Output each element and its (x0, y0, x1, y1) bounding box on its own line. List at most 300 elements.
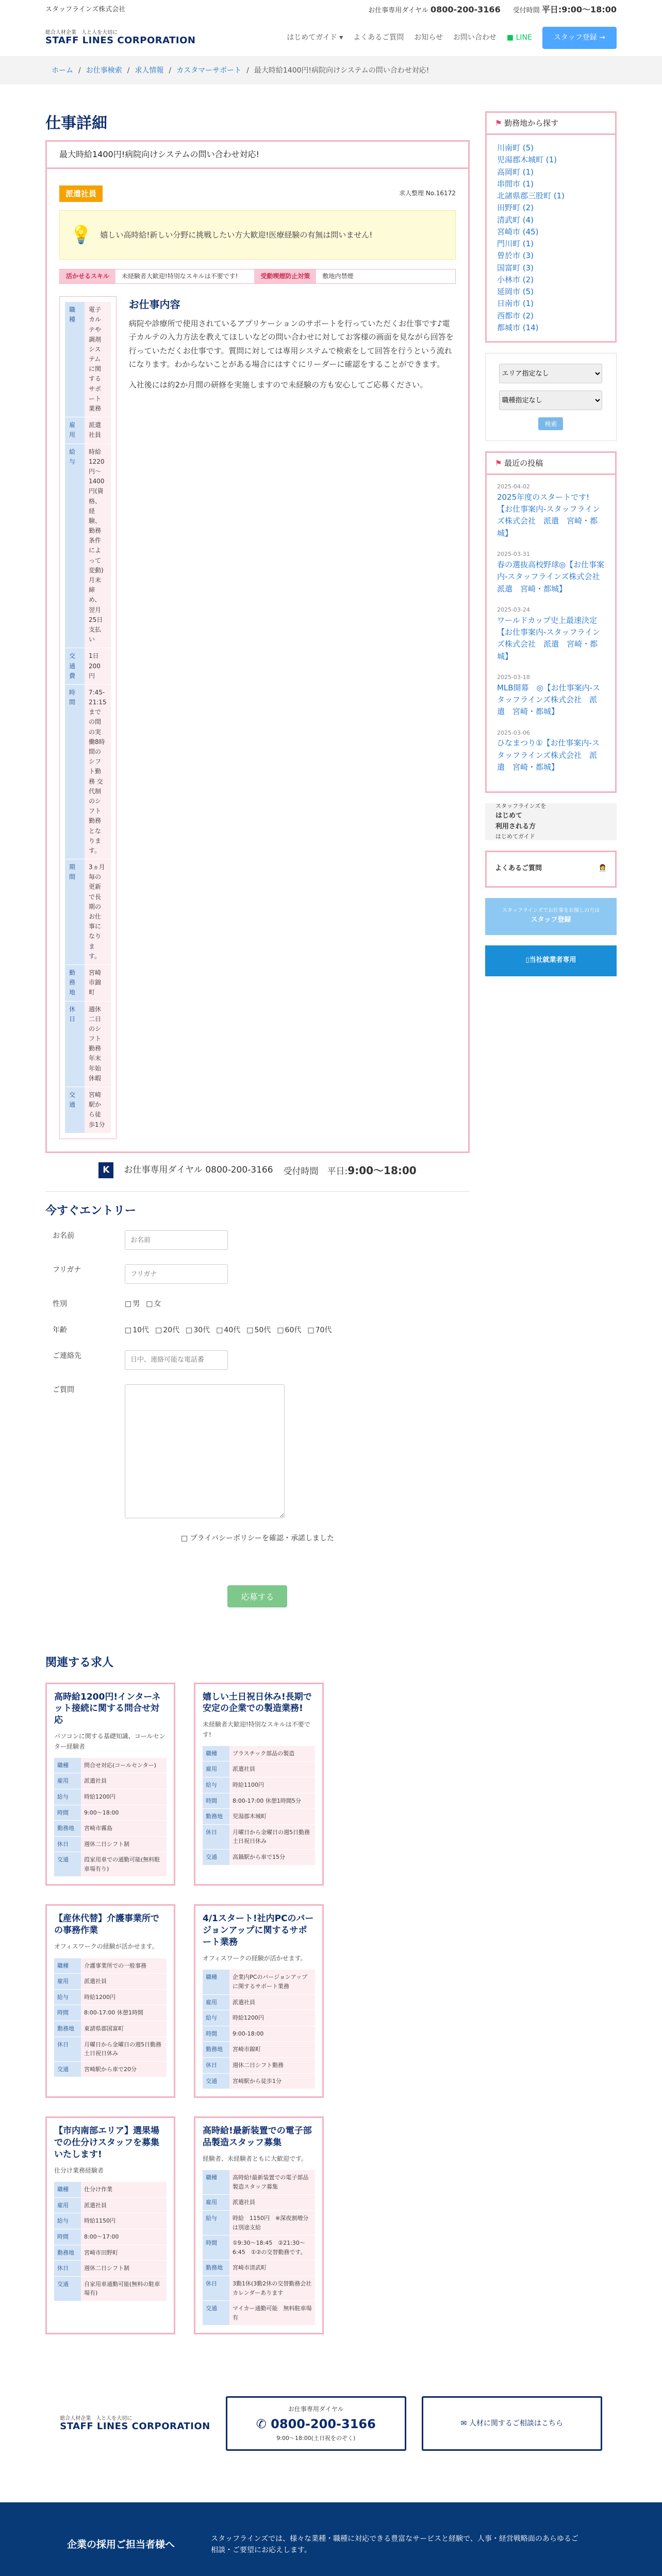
corp-section (0, 2502, 662, 2576)
measure-label: 受動喫煙防止対策 (254, 269, 316, 283)
related-job-card[interactable] (194, 1904, 324, 2098)
dial-bar (45, 1162, 470, 1179)
spec-row (65, 684, 111, 859)
post-item (497, 605, 605, 663)
spec-key: 休日 (54, 2261, 81, 2277)
spec-row (54, 1974, 167, 1990)
spec-row (203, 1793, 315, 1809)
logo-tagline: 総合人材企業 人と人を大切に (45, 30, 118, 36)
spec-value: 派遣社員 (81, 1773, 167, 1789)
phone-icon: ✆ (256, 2417, 271, 2431)
kana-input[interactable] (125, 1264, 228, 1284)
spec-key: 給与 (203, 2211, 229, 2235)
spec-value: 仕分け作業 (81, 2182, 167, 2197)
spec-row (203, 2058, 315, 2074)
spec-key: 雇用 (203, 1994, 229, 2010)
spec-row (54, 1805, 167, 1821)
notice-text: 嬉しい高時給!新しい分野に挑戦したい方大歓迎!医療経験の有無は問いません! (100, 230, 373, 240)
spec-row (203, 1849, 315, 1865)
spec-key: 給与 (65, 444, 85, 648)
spec-value: 週休二日のシフト勤務 年末年始休暇 (85, 1001, 111, 1087)
related-job-card[interactable] (194, 1683, 324, 1886)
spec-row (65, 859, 111, 965)
nav-line-label: LINE (516, 33, 532, 42)
area-link[interactable]: 日南市 (1) (496, 299, 534, 309)
spec-row (203, 2235, 315, 2260)
mail-icon: ✉ (460, 2419, 469, 2428)
spec-value: 児湯郡木城町 (229, 1809, 315, 1825)
related-job-summary: オフィスワークの経験が活かせます。 (54, 1943, 158, 1951)
job-title: 最大時給1400円!病院向けシステムの問い合わせ対応! (47, 142, 468, 169)
spec-key: 給与 (203, 2010, 229, 2026)
spec-key: 交通 (65, 1087, 85, 1133)
spec-row (203, 1970, 315, 1994)
company-logo-mark: K (98, 1162, 113, 1178)
area-box (485, 111, 617, 343)
area-item[interactable] (497, 322, 605, 334)
related-job-summary: パソコンに関する基礎知識、コールセンター経験者 (54, 1733, 166, 1750)
contact-label: ご連絡先 (53, 1351, 81, 1360)
footer-dial-number: 0800-200-3166 (271, 2417, 376, 2431)
spec-value: 9:00-18:00 (229, 2026, 315, 2042)
name-label: お名前 (53, 1232, 74, 1241)
person-icon: 👩‍💼 (598, 865, 607, 873)
footer-logo[interactable] (60, 2416, 210, 2432)
spec-row (203, 2195, 315, 2211)
spec-key: 雇用 (54, 1773, 81, 1789)
spec-value: 問合せ対応(コールセンター) (81, 1758, 167, 1773)
consult-text: 人材に関するご相談はこちら (469, 2419, 563, 2428)
guide-banner-text: はじめて (495, 811, 522, 820)
spec-key: 時間 (65, 684, 85, 859)
post-link[interactable]: 春の選抜高校野球◎【お仕事案内-スタッフラインズ株式会社 派遣 宮崎・都城】 (496, 560, 608, 594)
spec-key: 交通 (203, 2073, 229, 2089)
area-item[interactable] (497, 154, 605, 166)
guide-banner[interactable] (485, 803, 617, 840)
consult-box[interactable] (422, 2396, 602, 2451)
related-jobs (45, 1654, 470, 2334)
search-button[interactable]: 検索 (538, 417, 563, 430)
main-content (45, 111, 470, 2334)
crumb-current: 最大時給1400円!病院向けシステムの問い合わせ対応! (254, 66, 429, 75)
spec-value: 月曜日から金曜日の週5日勤務 土日祝日休み (229, 1824, 315, 1849)
spec-key: 交通 (54, 2276, 81, 2301)
spec-row (203, 1777, 315, 1793)
spec-value: プラスチック部品の製造 (229, 1746, 315, 1761)
area-link[interactable]: 小林市 (2) (496, 275, 534, 284)
nav-line[interactable] (507, 32, 532, 43)
spec-value: 時給 1150円 ※深夜割増分は別途支給 (229, 2211, 315, 2235)
staff-register-button[interactable]: スタッフ登録 → (542, 27, 617, 48)
area-link[interactable]: 川南町 (5) (496, 143, 534, 152)
area-link[interactable]: 曾於市 (3) (496, 251, 534, 261)
area-link[interactable]: 都城市 (14) (496, 323, 539, 332)
description-text: 病院や診療所で使用されているアプリケーションのサポートを行っていただくお仕事です♪電子カルテの入力方法を教えてほしいなどの問い合わせに対してお客様の画面を見ながら回答を行っていただくお仕事です。質問に対しては専用システムで検索をして回答を行うという流れになります。わからないことがある場合にはすぐにリーダーに確認をすることができます。 (128, 319, 454, 369)
area-item[interactable] (497, 262, 605, 274)
spec-value: 宮崎市錦町 (85, 964, 111, 1001)
job-type-select[interactable] (499, 391, 602, 410)
spec-key: 給与 (54, 2213, 81, 2229)
spec-row (65, 302, 111, 417)
spec-value: 宮崎市錦町 (229, 2042, 315, 2058)
faq-banner-text: よくあるご質問 (494, 865, 542, 873)
corp-title: 企業の採用ご担当者様へ (67, 2539, 175, 2551)
members-banner[interactable] (485, 945, 617, 976)
spec-value: 1日200円 (85, 648, 111, 685)
spec-row (54, 2182, 167, 2197)
spec-row (54, 2021, 167, 2037)
spec-key: 時間 (203, 2026, 229, 2042)
spec-key: 勤務地 (203, 1809, 229, 1825)
footer-logo-tagline: 総合人材企業 人と人を大切に (60, 2416, 133, 2421)
question-label: ご質問 (53, 1385, 74, 1394)
spec-key: 交通費 (65, 648, 85, 685)
spec-row (203, 1994, 315, 2010)
privacy-checkbox[interactable]: □ プライバシーポリシーを確認・承諾しました (45, 1533, 470, 1544)
related-job-card[interactable] (45, 2116, 175, 2334)
area-link[interactable]: 国富町 (3) (496, 263, 534, 273)
spec-value: 介護事業所での一般事務 (81, 1958, 167, 1974)
contact-input[interactable] (125, 1350, 228, 1370)
skills-bar (59, 269, 456, 284)
crumb-category[interactable]: カスタマーサポート (176, 66, 242, 75)
related-job-title[interactable]: 高時給!最新装置での電子部品製造スタッフ募集 (203, 2126, 312, 2148)
spec-row (203, 2010, 315, 2026)
posts-title: ⚑ 最近の投稿 (487, 453, 615, 475)
spec-row (203, 1761, 315, 1777)
spec-row (54, 1958, 167, 1974)
spec-key: 雇用 (54, 2197, 81, 2213)
area-item[interactable] (497, 298, 605, 310)
nav-contact[interactable]: お問い合わせ (453, 33, 496, 42)
area-item[interactable] (497, 286, 605, 298)
spec-value: 派遣社員 (81, 1974, 167, 1990)
area-link[interactable]: 田野町 (2) (496, 203, 534, 213)
members-banner-text: 当社就業者専用 (529, 956, 576, 964)
gender-female-checkbox[interactable]: □ 女 (146, 1298, 161, 1310)
crumb-home[interactable]: ホーム (52, 66, 73, 75)
spec-row (203, 2260, 315, 2276)
members-icon: ▯ (525, 956, 529, 964)
related-job-card[interactable] (45, 1683, 175, 1886)
spec-value: 東諸県郡国富町 (81, 2021, 167, 2037)
spec-key: 勤務地 (65, 964, 85, 1001)
entry-form (45, 1191, 470, 1607)
spec-key: 休日 (203, 1824, 229, 1849)
spec-key: 職種 (203, 2170, 229, 2195)
post-date: 2025-03-31 (496, 551, 530, 558)
spec-value: 宮崎駅から車で20分 (81, 2061, 167, 2077)
spec-row (203, 2211, 315, 2235)
post-link[interactable]: 2025年度のスタートです!【お仕事案内-スタッフラインズ株式会社 派遣 宮崎・都城】 (496, 492, 600, 538)
spec-key: 勤務地 (54, 2245, 81, 2261)
related-job-card[interactable] (194, 2116, 324, 2334)
spec-key: 職種 (203, 1746, 229, 1761)
spec-row (203, 1809, 315, 1825)
description-title: お仕事内容 (128, 298, 180, 311)
spec-value: マイカー通勤可能 無料駐車場有 (229, 2301, 315, 2326)
spec-value: 企業内PCのバージョンアップに関するサポート業務 (229, 1970, 315, 1994)
spec-key: 勤務地 (203, 2042, 229, 2058)
spec-value: 8:00〜17:00 (81, 2229, 167, 2245)
nav-news[interactable]: お知らせ (414, 33, 443, 42)
spec-key: 交通 (54, 2061, 81, 2077)
related-job-title[interactable]: 嬉しい土日祝日休み!長期で安定の企業での製造業務! (203, 1691, 312, 1714)
spec-key: 休日 (54, 2037, 81, 2061)
register-banner[interactable] (485, 898, 617, 935)
area-select[interactable] (499, 364, 602, 383)
spec-value: 時給1220円〜1400円(資格、経験、勤務条件によって変動) 月末締め、翌月25日支払い (85, 444, 111, 648)
job-number: 求人整理 No.16172 (399, 190, 456, 197)
spec-value: 宮崎市田野町 (81, 2245, 167, 2261)
spec-row (54, 1758, 167, 1773)
spec-key: 交通 (203, 1849, 229, 1865)
age-checkbox[interactable]: □ 30代 (186, 1325, 210, 1336)
area-item[interactable] (497, 202, 605, 214)
area-item[interactable] (497, 226, 605, 238)
job-spec (59, 296, 117, 1139)
spec-value: 宮崎市清武町 (229, 2260, 315, 2276)
area-link[interactable]: 延岡市 (5) (496, 287, 534, 296)
register-banner-label: スタッフ登録 (531, 916, 571, 924)
logo[interactable] (45, 30, 196, 46)
age-checkbox[interactable]: □ 20代 (155, 1325, 179, 1336)
footer-dial-box[interactable] (226, 2396, 406, 2451)
spec-row (54, 2261, 167, 2277)
page-title: 仕事詳細 (45, 114, 107, 132)
spec-row (203, 1824, 315, 1849)
spec-row (203, 2073, 315, 2089)
post-link[interactable]: ワールドカップ史上最速決定【お仕事案内-スタッフラインズ株式会社 派遣 宮崎・都城】 (496, 615, 600, 661)
spec-value: 時給1200円 (81, 1989, 167, 2005)
skill-label: 活かせるスキル (60, 269, 115, 283)
related-job-summary: 仕分け業務経験者 (54, 2167, 104, 2175)
spec-key: 勤務地 (203, 2260, 229, 2276)
area-link[interactable]: 北諸県郡三股町 (1) (496, 191, 565, 200)
spec-row (54, 2005, 167, 2021)
footer-logo-text: STAFF LINES CORPORATION (60, 2421, 210, 2432)
guide-banner-button: はじめてガイド (495, 833, 535, 840)
post-date: 2025-03-18 (496, 674, 530, 681)
spec-value: ①9:30〜18:45 ②21:30〜6:45 ①②の交替勤務です。 (229, 2235, 315, 2260)
spec-value: 週休二日シフト勤務 (229, 2058, 315, 2074)
footer-dial-label: お仕事専用ダイヤル (288, 2405, 344, 2413)
spec-key: 職種 (54, 1758, 81, 1773)
related-job-title[interactable]: 高時給1200円!インターネット接続に関する問合せ対応 (54, 1691, 161, 1726)
spec-value: 7:45-21:15までの間の実働8時間のシフト勤務 交代制のシフト勤務となります。 (85, 684, 111, 859)
area-item[interactable] (497, 190, 605, 202)
spec-key: 雇用 (203, 1761, 229, 1777)
dial-bar-hours: 9:00〜18:00 (347, 1164, 417, 1177)
area-link[interactable]: 西都市 (2) (496, 311, 534, 320)
spec-row (54, 1836, 167, 1852)
spec-key: 休日 (54, 1836, 81, 1852)
spec-value: 派遣社員 (229, 1761, 315, 1777)
related-job-title[interactable]: 【産休代替】介護事業所での事務作業 (54, 1913, 159, 1936)
guide-banner-text: スタッフラインズを (495, 803, 547, 810)
register-banner-text: スタッフラインズでお仕事をお探しの方は (502, 908, 600, 914)
spec-key: 給与 (54, 1789, 81, 1805)
area-item[interactable] (497, 310, 605, 322)
spec-row (65, 648, 111, 685)
hours: 平日:9:00〜18:00 (541, 5, 617, 15)
spec-key: 職種 (54, 1958, 81, 1974)
spec-value: 9:00〜18:00 (81, 1805, 167, 1821)
name-input[interactable] (125, 1230, 228, 1250)
spec-key: 勤務地 (54, 1821, 81, 1837)
spec-value: 自家用車通勤可能(無料の駐車場有) (81, 2276, 167, 2301)
nav-faq[interactable]: よくあるご質問 (353, 33, 404, 42)
dial-label: お仕事専用ダイヤル (368, 7, 428, 15)
spec-value: 高時給!最新装置での電子部品製造スタッフ募集 (229, 2170, 315, 2195)
company-name: スタッフラインズ株式会社 (45, 5, 126, 13)
spec-key: 雇用 (54, 1974, 81, 1990)
area-item[interactable] (497, 250, 605, 262)
spec-row (54, 1789, 167, 1805)
spec-key: 休日 (65, 1001, 85, 1087)
spec-value: 葭家用車での通勤可能(無料駐車場有り) (81, 1852, 167, 1877)
spec-key: 時間 (203, 2235, 229, 2260)
spec-key: 職種 (203, 1970, 229, 1994)
gender-label: 性別 (53, 1300, 67, 1309)
description-text: 入社後には約2か月間の研修を実施しますので未経験の方も安心してご応募ください。 (128, 380, 428, 390)
related-job-title[interactable]: 【市内南部エリア】選果場での仕分けスタッフを募集いたします! (54, 2126, 159, 2160)
area-item[interactable] (497, 178, 605, 190)
area-title: ⚑ 勤務地から探す (487, 113, 615, 135)
spec-key: 時間 (54, 2229, 81, 2245)
job-detail (45, 140, 470, 1153)
footer-dial-hours: 9:00〜18:00(土日祝をのぞく) (276, 2435, 356, 2442)
sidebar (485, 111, 617, 2334)
spec-value: 派遣社員 (85, 417, 111, 444)
search-box (485, 353, 617, 441)
footer-top (0, 2396, 662, 2451)
spec-value: 週休二日シフト制 (81, 1836, 167, 1852)
post-date: 2025-03-06 (496, 729, 530, 736)
kana-label: フリガナ (53, 1266, 81, 1275)
spec-row (54, 2245, 167, 2261)
spec-key: 休日 (203, 2058, 229, 2074)
guide-banner-text: 利用される方 (495, 822, 536, 831)
status-badge: 派遣社員 (59, 185, 103, 202)
spec-key: 時間 (54, 2005, 81, 2021)
spec-value: 派遣社員 (229, 2195, 315, 2211)
spec-key: 期間 (65, 859, 85, 965)
area-link[interactable]: 高岡町 (1) (496, 167, 534, 177)
post-date: 2025-04-02 (496, 483, 530, 490)
spec-row (203, 1746, 315, 1761)
related-job-summary: 未経験者大歓迎!特別なスキルは不要です! (203, 1721, 310, 1738)
spec-row (65, 444, 111, 648)
spec-key: 雇用 (65, 417, 85, 444)
age-checkbox[interactable]: □ 40代 (216, 1325, 240, 1336)
spec-value: 電子カルテや調剤システムに関するサポート業務 (85, 302, 111, 417)
post-link[interactable]: MLB開幕 ◎【お仕事案内-スタッフラインズ株式会社 派遣 宮崎・都城】 (496, 683, 601, 717)
spec-value: 派遣社員 (229, 1994, 315, 2010)
spec-key: 職種 (65, 302, 85, 417)
area-link[interactable]: 宮崎市 (45) (496, 227, 539, 236)
area-item[interactable] (497, 238, 605, 250)
area-item[interactable] (497, 274, 605, 286)
spec-key: 職種 (54, 2182, 81, 2197)
area-link[interactable]: 門川町 (1) (496, 239, 534, 248)
post-link[interactable]: ひなまつり①【お仕事案内-スタッフラインズ株式会社 派遣 宮崎・都城】 (496, 738, 600, 772)
area-link[interactable]: 串間市 (1) (496, 179, 534, 189)
post-item (497, 673, 605, 718)
age-checkbox[interactable]: □ 70代 (307, 1325, 332, 1336)
post-item (496, 550, 608, 595)
crumb-search[interactable]: お仕事検索 (86, 66, 122, 75)
area-item[interactable] (497, 214, 605, 226)
spec-value: 3ヵ月毎の更新で長期のお仕事になります。 (85, 859, 111, 965)
spec-row (54, 1821, 167, 1837)
spec-value: 8:00-17:00 休憩1時間5分 (229, 1793, 315, 1809)
spec-row (203, 2026, 315, 2042)
related-job-card[interactable] (45, 1904, 175, 2098)
nav-guide[interactable]: はじめてガイド ▾ (287, 33, 343, 42)
spec-row (203, 2301, 315, 2326)
area-item[interactable] (497, 166, 605, 178)
hours-label: 受付時間 (512, 7, 540, 15)
dial-number[interactable]: 0800-200-3166 (430, 5, 501, 15)
area-link[interactable]: 清武町 (4) (496, 215, 534, 225)
spec-row (54, 2197, 167, 2213)
spec-value: 宮崎駅から徒歩1分 (85, 1087, 111, 1133)
main-nav (287, 27, 617, 48)
question-textarea[interactable] (125, 1384, 285, 1518)
related-job-title[interactable]: 4/1スタート!社内PCのバージョンアップに関するサポート業務 (203, 1913, 314, 1948)
spec-row (65, 964, 111, 1001)
area-item[interactable] (497, 142, 605, 154)
spec-key: 休日 (203, 2276, 229, 2301)
spec-row (54, 1989, 167, 2005)
related-title: 関連する求人 (45, 1656, 114, 1670)
spec-value: 月曜日から金曜日の週5日勤務 土日祝日休み (81, 2037, 167, 2061)
corp-text: スタッフラインズでは、様々な業種・職種に対応できる豊富なサービスと経験で、人事・経営戦略面のあらゆるご相談・ご要望にお応えします。 (211, 2535, 578, 2555)
spec-value: 宮崎市霧島 (81, 1821, 167, 1837)
spec-value: 8:00-17:00 休憩1時間 (81, 2005, 167, 2021)
spec-row (54, 2229, 167, 2245)
topbar (0, 0, 662, 20)
spec-row (203, 2170, 315, 2195)
job-description (129, 296, 456, 1139)
job-notice (59, 210, 456, 260)
spec-value: 時給1200円 (229, 2010, 315, 2026)
dial-bar-hours-label: 受付時間 平日: (283, 1166, 348, 1177)
age-checkbox[interactable]: □ 50代 (246, 1325, 271, 1336)
age-checkbox[interactable]: □ 10代 (125, 1325, 149, 1336)
spec-value: 時給1100円 (229, 1777, 315, 1793)
crumb-jobs[interactable]: 求人情報 (135, 66, 164, 75)
area-link[interactable]: 児湯郡木城町 (1) (496, 155, 557, 165)
spec-key: 給与 (54, 1989, 81, 2005)
breadcrumb: ホーム / お仕事検索 / 求人情報 / カスタマーサポート / 最大時給1400円!病院向けシステムの問い合わせ対応! (0, 57, 662, 84)
spec-key: 時間 (203, 1793, 229, 1809)
post-item (497, 728, 605, 774)
header (0, 20, 662, 57)
gender-male-checkbox[interactable]: □ 男 (125, 1298, 140, 1310)
dial-bar-number[interactable]: お仕事専用ダイヤル 0800-200-3166 (124, 1165, 273, 1176)
age-checkbox[interactable]: □ 60代 (277, 1325, 301, 1336)
submit-button[interactable]: 応募する (227, 1585, 287, 1607)
measure-value: 敷地内禁煙 (322, 272, 354, 280)
spec-value: 時給1200円 (81, 1789, 167, 1805)
spec-value: 週休二日シフト制 (81, 2261, 167, 2277)
faq-banner[interactable] (485, 851, 617, 888)
entry-title: 今すぐエントリー (45, 1204, 137, 1217)
posts-box (485, 451, 617, 793)
skill-value: 未経験者大歓迎!特別なスキルは不要です! (121, 272, 238, 280)
